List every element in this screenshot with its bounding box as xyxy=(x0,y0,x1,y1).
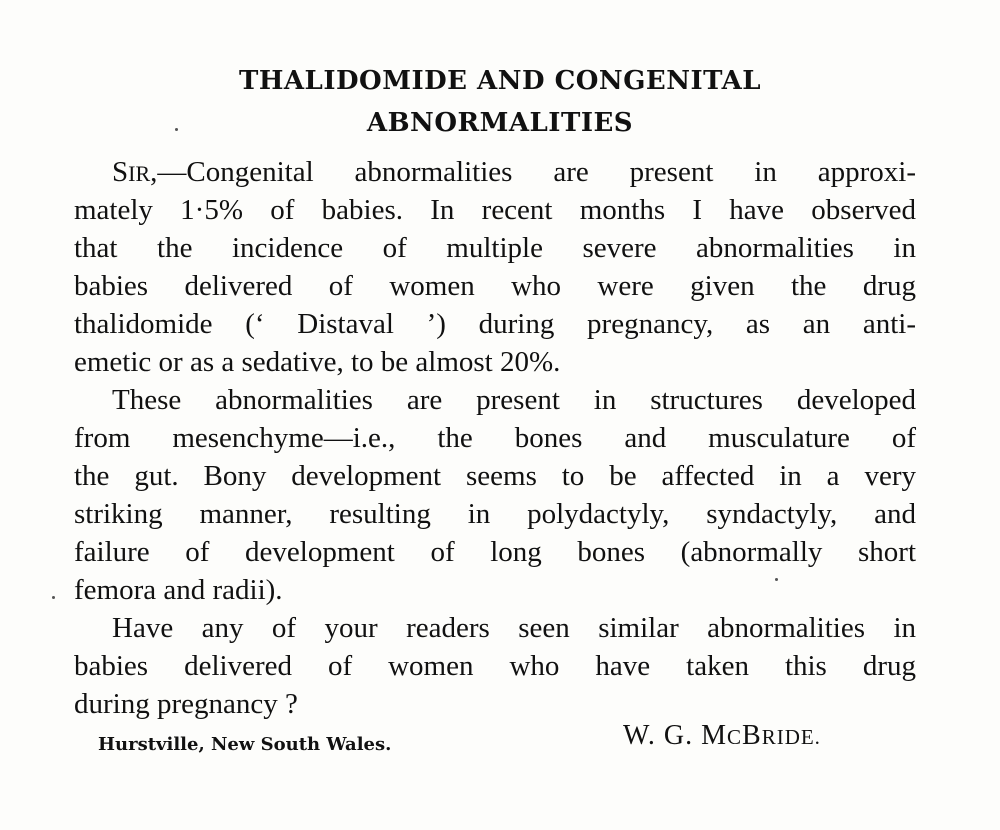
letter-title-line-1: THALIDOMIDE AND CONGENITAL xyxy=(238,66,762,96)
author-mc: C xyxy=(726,725,742,749)
paragraph-1-line-1: —Congenital abnormalities are present in approxi- xyxy=(157,156,916,188)
paragraph-2-line-6: femora and radii). xyxy=(74,574,283,606)
paragraph-2-line-4: striking manner, resulting in polydactyly, syndactyly, and xyxy=(74,498,916,530)
paragraph-1-line-4: babies delivered of women who were given the drug xyxy=(74,270,916,302)
salutation-rest: IR xyxy=(128,161,151,186)
paragraph-2-line-2: from mesenchyme—i.e., the bones and musculature of xyxy=(74,422,916,454)
paragraph-1-line-5: thalidomide (‘ Distaval ’) during pregnancy, as an anti- xyxy=(74,308,916,340)
paragraph-1-line-6: emetic or as a sedative, to be almost 20%. xyxy=(74,346,561,378)
paragraph-2-line-5: failure of development of long bones (abnormally short xyxy=(74,536,916,568)
print-speck xyxy=(775,578,778,581)
author-b: B xyxy=(742,720,762,751)
salutation-initial: S xyxy=(112,156,129,188)
paragraph-3-line-1: Have any of your readers seen similar abnormalities in xyxy=(112,612,916,644)
paragraph-3-line-3: during pregnancy ? xyxy=(74,688,298,720)
paragraph-1-line: SIR,—Congenital abnormalities are present in approxi- xyxy=(112,156,916,188)
print-speck xyxy=(52,596,55,599)
paragraph-2-line-3: the gut. Bony development seems to be affected in a very xyxy=(74,460,916,492)
letter-title-line-2: ABNORMALITIES xyxy=(366,108,634,138)
letter-body xyxy=(74,153,916,723)
author-location: Hurstville, New South Wales. xyxy=(98,734,392,755)
author-name xyxy=(623,720,821,752)
author-rest: RIDE. xyxy=(761,725,821,749)
paragraph-1-line-2: mately 1·5% of babies. In recent months I have observed xyxy=(74,194,916,226)
paragraph-2-line-1: These abnormalities are present in structures developed xyxy=(112,384,916,416)
paragraph-1-line-3: that the incidence of multiple severe abnormalities in xyxy=(74,232,916,264)
author-prefix: W. G. M xyxy=(623,720,727,751)
print-speck xyxy=(175,128,178,131)
paragraph-3-line-2: babies delivered of women who have taken this drug xyxy=(74,650,916,682)
